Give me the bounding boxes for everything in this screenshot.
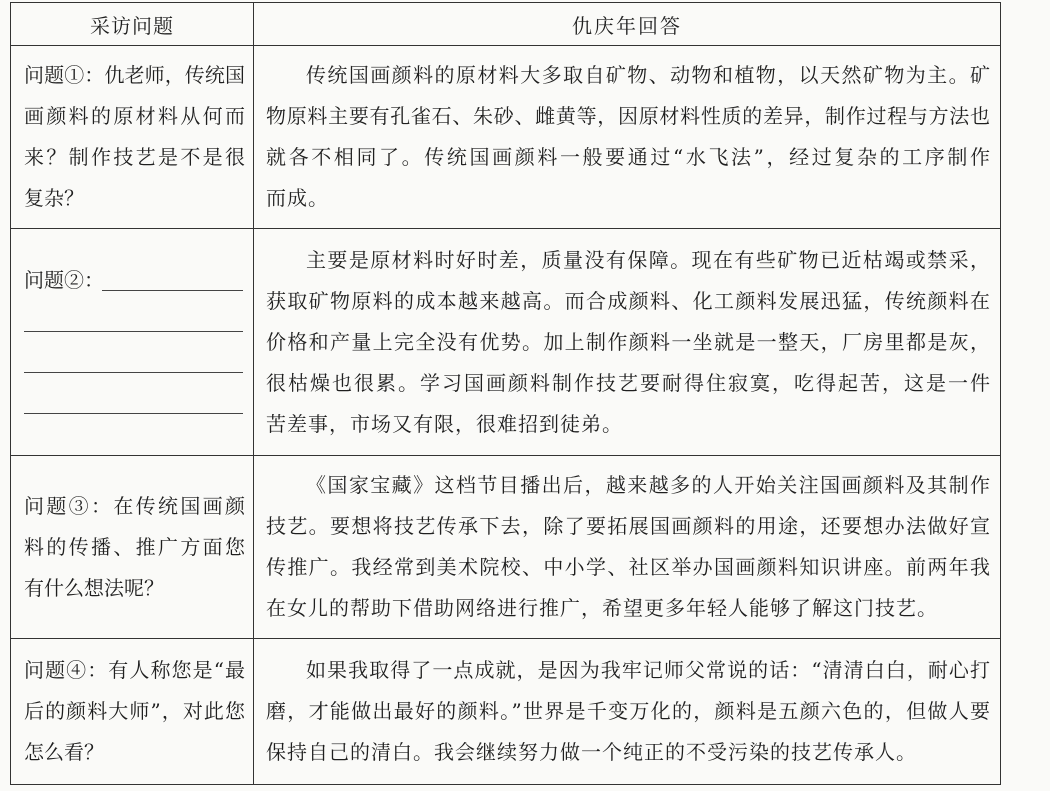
question-text-line: 画颜料的原材料从何而 — [24, 104, 245, 128]
question-blank-line — [24, 372, 243, 373]
answer-text-line: 而成。 — [266, 186, 329, 210]
answer-cell-4 — [254, 639, 1000, 784]
question-blank-row — [24, 383, 245, 424]
question-text-line: 有什么想法呢？ — [24, 575, 164, 600]
answer-text-line: 传统国画颜料的原材料大多取自矿物、动物和植物，以天然矿物为主。矿 — [306, 63, 990, 87]
question-label: 问题②： — [24, 268, 104, 292]
column-header-answer — [254, 3, 1000, 46]
question-text-line: 复杂？ — [24, 186, 84, 210]
answer-text-line: 物原料主要有孔雀石、朱砂、雌黄等，因原材料性质的差异，制作过程与方法也 — [266, 104, 990, 128]
question-cell-2 — [11, 229, 254, 456]
question-blank-line — [24, 331, 243, 332]
question-blank-line — [24, 413, 243, 414]
question-cell-4 — [11, 639, 254, 784]
column-header-answer-label: 仇庆年回答 — [572, 13, 682, 38]
answer-cell-2 — [254, 229, 1000, 456]
answer-text-line: 磨，才能做出最好的颜料。”世界是千变万化的，颜料是五颜六色的，但做人要 — [266, 699, 990, 723]
question-cell-3 — [11, 456, 254, 639]
answer-text-line: 技艺。要想将技艺传承下去，除了要拓展国画颜料的用途，还要想办法做好宣 — [266, 514, 990, 538]
answer-cell-3 — [254, 456, 1000, 639]
answer-text-line: 就各不相同了。传统国画颜料一般要通过“水飞法”，经过复杂的工序制作 — [266, 145, 990, 169]
question-blank-line — [102, 290, 243, 291]
interview-table — [10, 2, 1001, 785]
answer-text-line: 很枯燥也很累。学习国画颜料制作技艺要耐得住寂寞，吃得起苦，这是一件 — [266, 370, 990, 395]
question-text-line: 怎么看？ — [24, 740, 104, 764]
column-header-question — [11, 3, 254, 46]
column-header-question-label: 采访问题 — [90, 13, 174, 38]
question-text-line: 来？制作技艺是不是很 — [24, 145, 245, 169]
answer-text-line: 如果我取得了一点成就，是因为我牢记师父常说的话：“清清白白，耐心打 — [306, 658, 990, 682]
answer-text-line: 价格和产量上完全没有优势。加上制作颜料一坐就是一整天，厂房里都是灰， — [266, 329, 990, 354]
answer-text-line: 保持自己的清白。我会继续努力做一个纯正的不受污染的技艺传承人。 — [266, 740, 917, 764]
question-cell-1 — [11, 46, 254, 229]
question-text-line: 问题③：在传统国画颜 — [24, 493, 245, 518]
question-text-line: 后的颜料大师”，对此您 — [24, 699, 245, 723]
question-text-line: 问题①：仇老师，传统国 — [24, 63, 245, 87]
answer-text-line: 获取矿物原料的成本越来越高。而合成颜料、化工颜料发展迅猛，传统颜料在 — [266, 288, 990, 313]
question-text-line — [24, 260, 245, 301]
question-text-line: 问题④：有人称您是“最 — [24, 658, 245, 682]
question-blank-row — [24, 342, 245, 383]
answer-text-line: 《国家宝藏》这档节目播出后，越来越多的人开始关注国画颜料及其制作 — [306, 473, 990, 497]
answer-text-line: 主要是原材料时好时差，质量没有保障。现在有些矿物已近枯竭或禁采， — [306, 247, 990, 272]
question-text-line: 料的传播、推广方面您 — [24, 534, 245, 559]
question-blank-row — [24, 301, 245, 342]
answer-text-line: 苦差事，市场又有限，很难招到徒弟。 — [266, 411, 623, 436]
answer-text-line: 传推广。我经常到美术院校、中小学、社区举办国画颜料知识讲座。前两年我 — [266, 555, 990, 579]
answer-cell-1 — [254, 46, 1000, 229]
answer-text-line: 在女儿的帮助下借助网络进行推广，希望更多年轻人能够了解这门技艺。 — [266, 596, 938, 620]
